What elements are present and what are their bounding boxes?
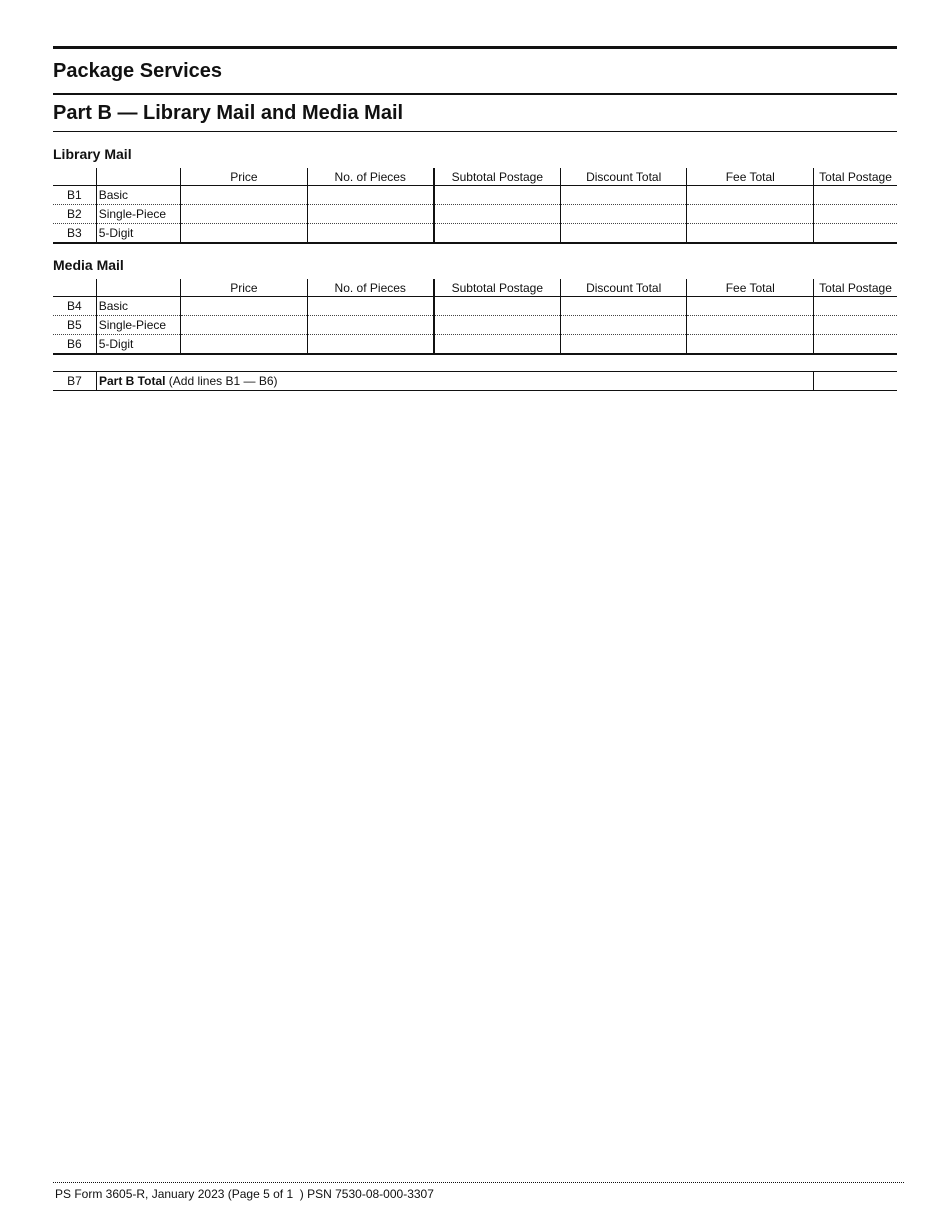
line-number: B2 <box>53 205 96 224</box>
total-label-bold: Part B Total <box>99 374 166 388</box>
table-row <box>53 205 897 224</box>
column-header-total: Total Postage <box>814 279 897 297</box>
column-header-pieces: No. of Pieces <box>307 168 434 186</box>
discount-field[interactable] <box>560 224 687 244</box>
total-postage-field[interactable] <box>814 224 897 244</box>
table-row <box>53 335 897 355</box>
discount-field[interactable] <box>560 316 687 335</box>
price-field[interactable] <box>181 335 308 355</box>
total-postage-field[interactable] <box>814 186 897 205</box>
total-postage-field[interactable] <box>814 316 897 335</box>
table-header-row <box>53 279 897 297</box>
fee-field[interactable] <box>687 316 814 335</box>
header-line-blank <box>53 168 96 186</box>
section-title: Package Services <box>53 60 223 82</box>
line-number: B7 <box>53 372 97 391</box>
library-mail-title: Library Mail <box>53 146 132 162</box>
subtotal-field[interactable] <box>434 186 561 205</box>
column-header-discount: Discount Total <box>560 168 687 186</box>
fee-field[interactable] <box>687 186 814 205</box>
table-row <box>53 316 897 335</box>
subtotal-field[interactable] <box>434 205 561 224</box>
discount-field[interactable] <box>560 297 687 316</box>
price-field[interactable] <box>181 224 308 244</box>
discount-field[interactable] <box>560 186 687 205</box>
subtotal-field[interactable] <box>434 335 561 355</box>
column-header-subtotal: Subtotal Postage <box>434 168 561 186</box>
price-field[interactable] <box>181 316 308 335</box>
row-label: 5-Digit <box>96 335 180 355</box>
media-mail-table <box>53 279 897 355</box>
subtotal-field[interactable] <box>434 297 561 316</box>
total-postage-field[interactable] <box>814 335 897 355</box>
subtotal-field[interactable] <box>434 224 561 244</box>
pieces-field[interactable] <box>307 186 434 205</box>
media-mail-title: Media Mail <box>53 257 124 273</box>
fee-field[interactable] <box>687 224 814 244</box>
part-rule <box>53 131 897 132</box>
row-label: Single-Piece <box>96 316 180 335</box>
table-row <box>53 186 897 205</box>
part-title: Part B — Library Mail and Media Mail <box>53 102 404 124</box>
header-desc-blank <box>96 279 180 297</box>
price-field[interactable] <box>181 297 308 316</box>
part-b-total-field[interactable] <box>814 372 898 391</box>
pieces-field[interactable] <box>307 224 434 244</box>
discount-field[interactable] <box>560 335 687 355</box>
pieces-field[interactable] <box>307 297 434 316</box>
total-postage-field[interactable] <box>814 205 897 224</box>
footer-rule <box>53 1182 904 1183</box>
line-number: B4 <box>53 297 96 316</box>
price-field[interactable] <box>181 186 308 205</box>
column-header-pieces: No. of Pieces <box>307 279 434 297</box>
library-mail-table <box>53 168 897 244</box>
part-b-total-table <box>53 371 897 391</box>
column-header-total: Total Postage <box>814 168 897 186</box>
column-header-subtotal: Subtotal Postage <box>434 279 561 297</box>
fee-field[interactable] <box>687 205 814 224</box>
top-rule <box>53 46 897 49</box>
column-header-discount: Discount Total <box>560 279 687 297</box>
header-line-blank <box>53 279 96 297</box>
table-row <box>53 224 897 244</box>
total-row <box>53 372 897 391</box>
pieces-field[interactable] <box>307 335 434 355</box>
column-header-fee: Fee Total <box>687 168 814 186</box>
total-label-note: (Add lines B1 — B6) <box>165 374 278 388</box>
row-label: 5-Digit <box>96 224 180 244</box>
table-header-row <box>53 168 897 186</box>
row-label: Basic <box>96 186 180 205</box>
row-label: Single-Piece <box>96 205 180 224</box>
total-label <box>97 372 814 391</box>
fee-field[interactable] <box>687 335 814 355</box>
line-number: B6 <box>53 335 96 355</box>
line-number: B1 <box>53 186 96 205</box>
pieces-field[interactable] <box>307 316 434 335</box>
row-label: Basic <box>96 297 180 316</box>
line-number: B5 <box>53 316 96 335</box>
total-postage-field[interactable] <box>814 297 897 316</box>
price-field[interactable] <box>181 205 308 224</box>
line-number: B3 <box>53 224 96 244</box>
table-row <box>53 297 897 316</box>
column-header-price: Price <box>181 168 308 186</box>
fee-field[interactable] <box>687 297 814 316</box>
discount-field[interactable] <box>560 205 687 224</box>
subtotal-field[interactable] <box>434 316 561 335</box>
form-footer: PS Form 3605-R, January 2023 (Page 5 of 1 ) PSN 7530-08-000-3307 <box>55 1187 434 1201</box>
header-desc-blank <box>96 168 180 186</box>
column-header-price: Price <box>181 279 308 297</box>
column-header-fee: Fee Total <box>687 279 814 297</box>
pieces-field[interactable] <box>307 205 434 224</box>
section-rule <box>53 93 897 95</box>
